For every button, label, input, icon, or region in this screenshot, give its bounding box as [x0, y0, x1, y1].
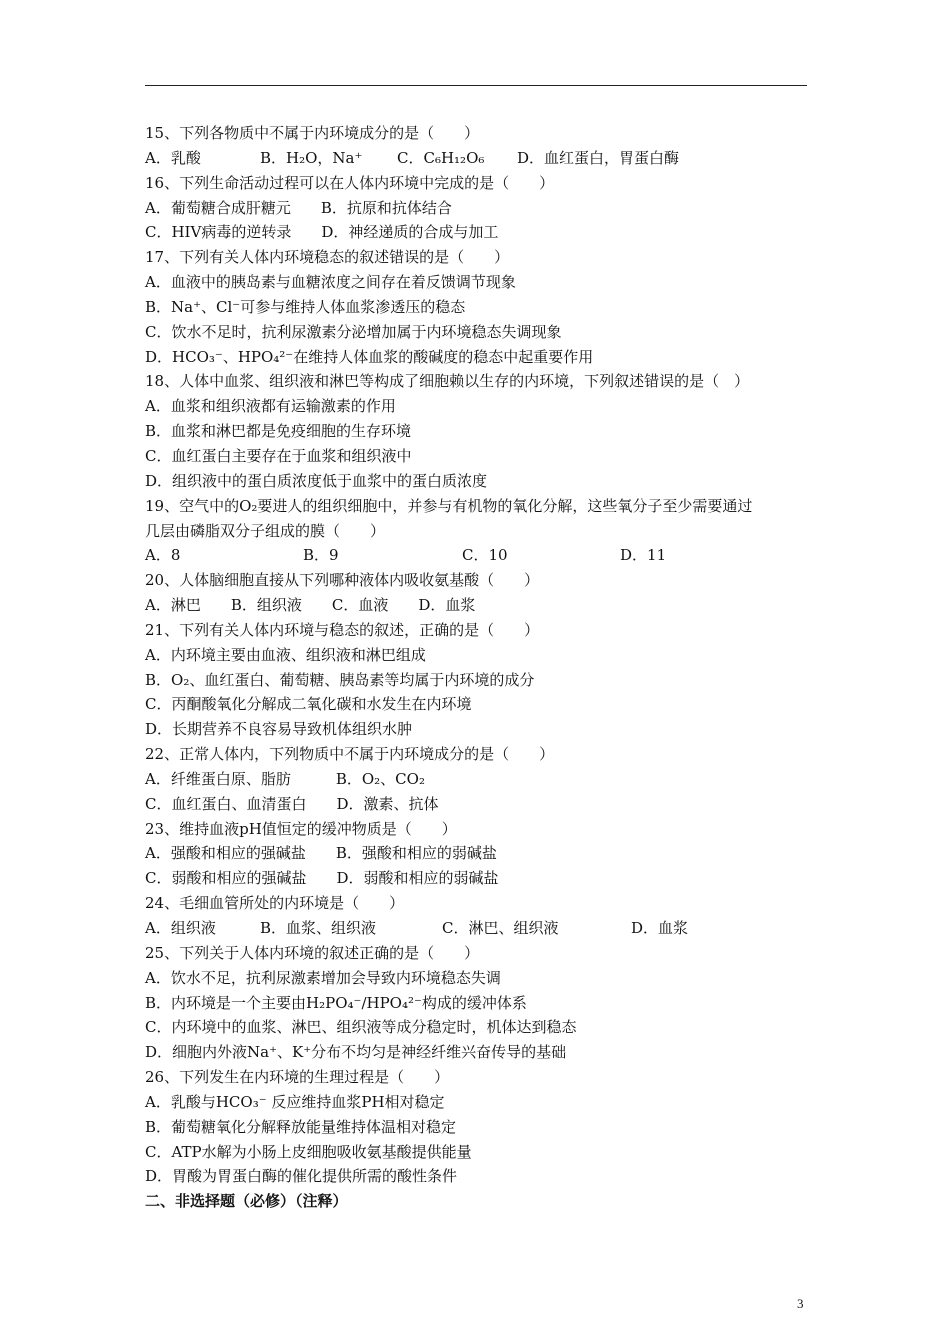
- option-a: A．组织液: [145, 919, 216, 937]
- option-b: B．血浆、组织液: [260, 919, 377, 937]
- page-number: 3: [797, 1296, 804, 1311]
- option-d: D．血浆: [631, 919, 689, 937]
- question-20-options: A．淋巴 B．组织液 C．血液 D．血浆: [145, 596, 476, 615]
- question-22-options-ab: A．纤维蛋白原、脂肪 B．O₂、CO₂: [145, 769, 425, 788]
- question-17-option-b: B．Na⁺、Cl⁻可参与维持人体血浆渗透压的稳态: [145, 297, 466, 316]
- question-25-option-a: A．饮水不足，抗利尿激素增加会导致内环境稳态失调: [145, 968, 501, 987]
- question-25-option-c: C．内环境中的血浆、淋巴、组织液等成分稳定时，机体达到稳态: [145, 1018, 577, 1037]
- question-17-option-d: D．HCO₃⁻、HPO₄²⁻在维持人体血浆的酸碱度的稳态中起重要作用: [145, 347, 594, 366]
- question-18-option-b: B．血浆和淋巴都是免疫细胞的生存环境: [145, 422, 412, 441]
- question-18-option-a: A．血浆和组织液都有运输激素的作用: [145, 397, 396, 416]
- option-c: C．10: [462, 546, 508, 565]
- option-b: B．9: [303, 546, 339, 565]
- question-16: 16、下列生命活动过程可以在人体内环境中完成的是（ ）: [145, 173, 555, 192]
- option-a: A．乳酸: [145, 148, 201, 167]
- option-c: C．淋巴、组织液: [442, 919, 559, 937]
- question-26-option-a: A．乳酸与HCO₃⁻ 反应维持血浆PH相对稳定: [145, 1092, 445, 1111]
- question-17-option-c: C．饮水不足时，抗利尿激素分泌增加属于内环境稳态失调现象: [145, 322, 562, 341]
- question-21-option-b: B．O₂、血红蛋白、葡萄糖、胰岛素等均属于内环境的成分: [145, 670, 535, 689]
- header-rule: [145, 85, 807, 86]
- question-21: 21、下列有关人体内环境与稳态的叙述，正确的是（ ）: [145, 620, 540, 639]
- question-21-option-c: C．丙酮酸氧化分解成二氧化碳和水发生在内环境: [145, 695, 472, 714]
- question-25: 25、下列关于人体内环境的叙述正确的是（ ）: [145, 943, 480, 962]
- question-26-option-d: D．胃酸为胃蛋白酶的催化提供所需的酸性条件: [145, 1167, 458, 1186]
- question-22-options-cd: C．血红蛋白、血清蛋白 D．激素、抗体: [145, 794, 439, 813]
- question-list: [145, 121, 810, 1214]
- option-d: D．血红蛋白，胃蛋白酶: [517, 148, 680, 167]
- question-15-options: [145, 146, 810, 171]
- question-19-line-2: 几层由磷脂双分子组成的膜（ ）: [145, 521, 386, 540]
- question-18-option-d: D．组织液中的蛋白质浓度低于血浆中的蛋白质浓度: [145, 471, 488, 490]
- question-20: 20、人体脑细胞直接从下列哪种液体内吸收氨基酸（ ）: [145, 571, 540, 590]
- question-19-line-1: 19、空气中的O₂要进人的组织细胞中，并参与有机物的氧化分解，这些氧分子至少需要通过: [145, 496, 753, 515]
- option-d: D．11: [620, 546, 667, 565]
- question-18: 18、人体中血浆、组织液和淋巴等构成了细胞赖以生存的内环境，下列叙述错误的是（ ）: [145, 372, 750, 391]
- question-15: 15、下列各物质中不属于内环境成分的是（ ）: [145, 124, 480, 142]
- question-16-options-cd: C．HIV病毒的逆转录 D．神经递质的合成与加工: [145, 223, 499, 242]
- question-26-option-c: C．ATP水解为小肠上皮细胞吸收氨基酸提供能量: [145, 1142, 472, 1161]
- question-24: 24、毛细血管所处的内环境是（ ）: [145, 894, 405, 913]
- question-23-options-ab: A．强酸和相应的强碱盐 B．强酸和相应的弱碱盐: [145, 844, 497, 863]
- question-17-option-a: A．血液中的胰岛素与血糖浓度之间存在着反馈调节现象: [145, 273, 516, 292]
- section-title: 二、非选择题（必修）（注释）: [145, 1192, 348, 1211]
- question-25-option-d: D．细胞内外液Na⁺、K⁺分布不均匀是神经纤维兴奋传导的基础: [145, 1043, 567, 1062]
- question-18-option-c: C．血红蛋白主要存在于血浆和组织液中: [145, 446, 412, 465]
- question-21-option-a: A．内环境主要由血液、组织液和淋巴组成: [145, 645, 426, 664]
- option-b: B．H₂O，Na⁺: [260, 148, 363, 167]
- question-26-option-b: B．葡萄糖氧化分解释放能量维持体温相对稳定: [145, 1117, 457, 1136]
- question-25-option-b: B．内环境是一个主要由H₂PO₄⁻/HPO₄²⁻构成的缓冲体系: [145, 993, 527, 1012]
- question-16-options-ab: A．葡萄糖合成肝糖元 B．抗原和抗体结合: [145, 198, 452, 217]
- question-19-options: [145, 543, 810, 568]
- question-21-option-d: D．长期营养不良容易导致机体组织水肿: [145, 720, 413, 739]
- option-a: A．8: [145, 546, 181, 565]
- question-22: 22、正常人体内，下列物质中不属于内环境成分的是（ ）: [145, 745, 555, 764]
- question-23-options-cd: C．弱酸和相应的强碱盐 D．弱酸和相应的弱碱盐: [145, 869, 499, 888]
- question-26: 26、下列发生在内环境的生理过程是（ ）: [145, 1068, 450, 1087]
- question-23: 23、维持血液pH值恒定的缓冲物质是（ ）: [145, 819, 457, 838]
- question-24-options: [145, 916, 810, 941]
- question-17: 17、下列有关人体内环境稳态的叙述错误的是（ ）: [145, 248, 510, 267]
- option-c: C．C₆H₁₂O₆: [397, 148, 485, 167]
